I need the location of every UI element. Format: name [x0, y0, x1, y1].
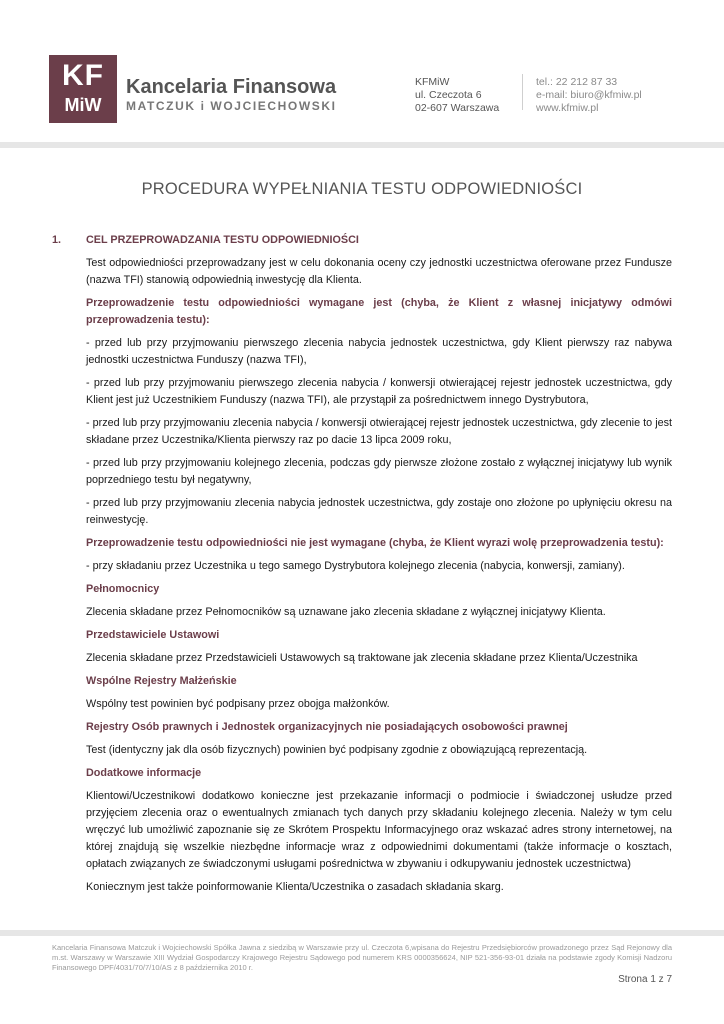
logo-kf-text: KF: [62, 59, 104, 92]
subsection-text: Wspólny test powinien być podpisany przez obojga małżonków.: [86, 698, 390, 710]
subsection-heading: Rejestry Osób prawnych i Jednostek organizacyjnych nie posiadających osobowości prawnej: [86, 721, 568, 733]
not-required-heading: Przeprowadzenie testu odpowiedniości nie jest wymagane (chyba, że Klient wyrazi wolę przeprowadzenia testu):: [86, 537, 664, 549]
company-logo: [49, 55, 117, 123]
section-number: 1.: [52, 234, 62, 246]
required-item: - przed lub przy przyjmowaniu zlecenia nabycia jednostek uczestnictwa, gdy zostaje ono złożone po upłynięciu okresu na reinwestycję.: [86, 497, 672, 526]
logo-miw-text: MiW: [64, 95, 102, 115]
closing-paragraph: Koniecznym jest także poinformowanie Klienta/Uczestnika o zasadach składania skarg.: [86, 881, 504, 893]
header-band: [0, 142, 724, 148]
subsection-heading: Dodatkowe informacje: [86, 767, 202, 779]
contact-block: [536, 76, 642, 115]
address-line: ul. Czeczota 6: [415, 89, 482, 101]
website[interactable]: www.kfmiw.pl: [536, 102, 599, 114]
address-line: KFMiW: [415, 76, 450, 88]
required-item: - przed lub przy przyjmowaniu zlecenia nabycia / konwersji otwierającej rejestr jednostek uczestnictwa, gdy zlecenie to jest składane przez Uczestnika/Klienta pierwszy raz po dacie 13 lipca 2009 roku,: [86, 417, 672, 446]
not-required-item: - przy składaniu przez Uczestnika u tego samego Dystrybutora kolejnego zlecenia (nabycia, konwersji, zamiany).: [86, 560, 625, 572]
header-divider: [522, 74, 523, 110]
subsection-text: Klientowi/Uczestnikowi dodatkowo konieczne jest przekazanie informacji o podmiocie i świadczonej usłudze przed przyjęciem zlecenia oraz o ewentualnych zmianach tych danych przy składaniu kolejnego zlecenia. Należy w tym celu wręczyć lub umożliwić zapoznanie się ze Skrótem Prospektu Informacyjnego oraz wskazać adres strony internetowej, na której znajdują się wszelkie niezbędne informacje wraz z odpowiednimi dokumentami (także informacje o kosztach, opłatach związanych ze świadczonymi usługami pośrednictwa w zbywaniu i odkupywaniu jednostek uczestnictwa): [86, 790, 672, 870]
footer-legal-text: Kancelaria Finansowa Matczuk i Wojciechowski Spółka Jawna z siedzibą w Warszawie przy ul. Czeczota 6,wpisana do Rejestru Przedsiębiorców prowadzonego przez Sąd Rejonowy dla m.st. Warszawy w Warszawie XIII Wydział Gospodarczy Krajowego Rejestru Sądowego pod numerem KRS 0000356624, NIP 521-356-93-01 działa na podstawie zgody Komisji Nadzoru Finansowego DPF/4031/70/7/10/AS z 8 października 2010 r.: [52, 943, 672, 972]
company-name: Kancelaria Finansowa: [126, 76, 337, 98]
company-subtitle: MATCZUK i WOJCIECHOWSKI: [126, 99, 337, 113]
subsection-text: Test (identyczny jak dla osób fizycznych) powinien być podpisany zgodnie z obowiązującą reprezentacją.: [86, 744, 588, 756]
address-line: 02-607 Warszawa: [415, 102, 500, 114]
subsection-heading: Wspólne Rejestry Małżeńskie: [86, 675, 237, 687]
page-number: Strona 1 z 7: [618, 974, 672, 985]
required-item: - przed lub przy przyjmowaniu kolejnego zlecenia, podczas gdy pierwsze złożone zostało z wyłącznej inicjatywy lub wynik poprzedniego testu był negatywny,: [86, 457, 672, 486]
subsection-text: Zlecenia składane przez Przedstawicieli Ustawowych są traktowane jak zlecenia składane przez Klienta/Uczestnika: [86, 652, 638, 664]
phone: tel.: 22 212 87 33: [536, 76, 618, 88]
document-body: [52, 232, 672, 902]
subsection-heading: Przedstawiciele Ustawowi: [86, 629, 220, 641]
required-heading: Przeprowadzenie testu odpowiedniości wymagane jest (chyba, że Klient z własnej inicjatywy odmówi przeprowadzenia testu):: [86, 297, 672, 326]
address-block: [415, 76, 499, 115]
required-item: - przed lub przy przyjmowaniu pierwszego zlecenia nabycia jednostek uczestnictwa, gdy Klient pierwszy raz nabywa jednostki uczestnictwa Funduszy (nazwa TFI),: [86, 337, 672, 366]
section-title: CEL PRZEPROWADZANIA TESTU ODPOWIEDNIOŚCI: [86, 234, 359, 246]
intro-paragraph: Test odpowiedniości przeprowadzany jest w celu dokonania oceny czy jednostki uczestnictwa oferowane przez Fundusze (nazwa TFI) stanowią odpowiednią inwestycję dla Klienta.: [86, 257, 672, 286]
required-item: - przed lub przy przyjmowaniu pierwszego zlecenia nabycia / konwersji otwierającej rejestr jednostek uczestnictwa, gdy Klient jest już Uczestnikiem Funduszy (nazwa TFI), ale przystąpił za pośrednictwem innego Dystrybutora,: [86, 377, 672, 406]
subsection-text: Zlecenia składane przez Pełnomocników są uznawane jako zlecenia składane z wyłącznej inicjatywy Klienta.: [86, 606, 606, 618]
page-header: [0, 0, 724, 140]
subsection-heading: Pełnomocnicy: [86, 583, 160, 595]
email[interactable]: e-mail: biuro@kfmiw.pl: [536, 89, 642, 101]
document-title: PROCEDURA WYPEŁNIANIA TESTU ODPOWIEDNIOŚCI: [141, 180, 583, 198]
footer-band: [0, 930, 724, 936]
